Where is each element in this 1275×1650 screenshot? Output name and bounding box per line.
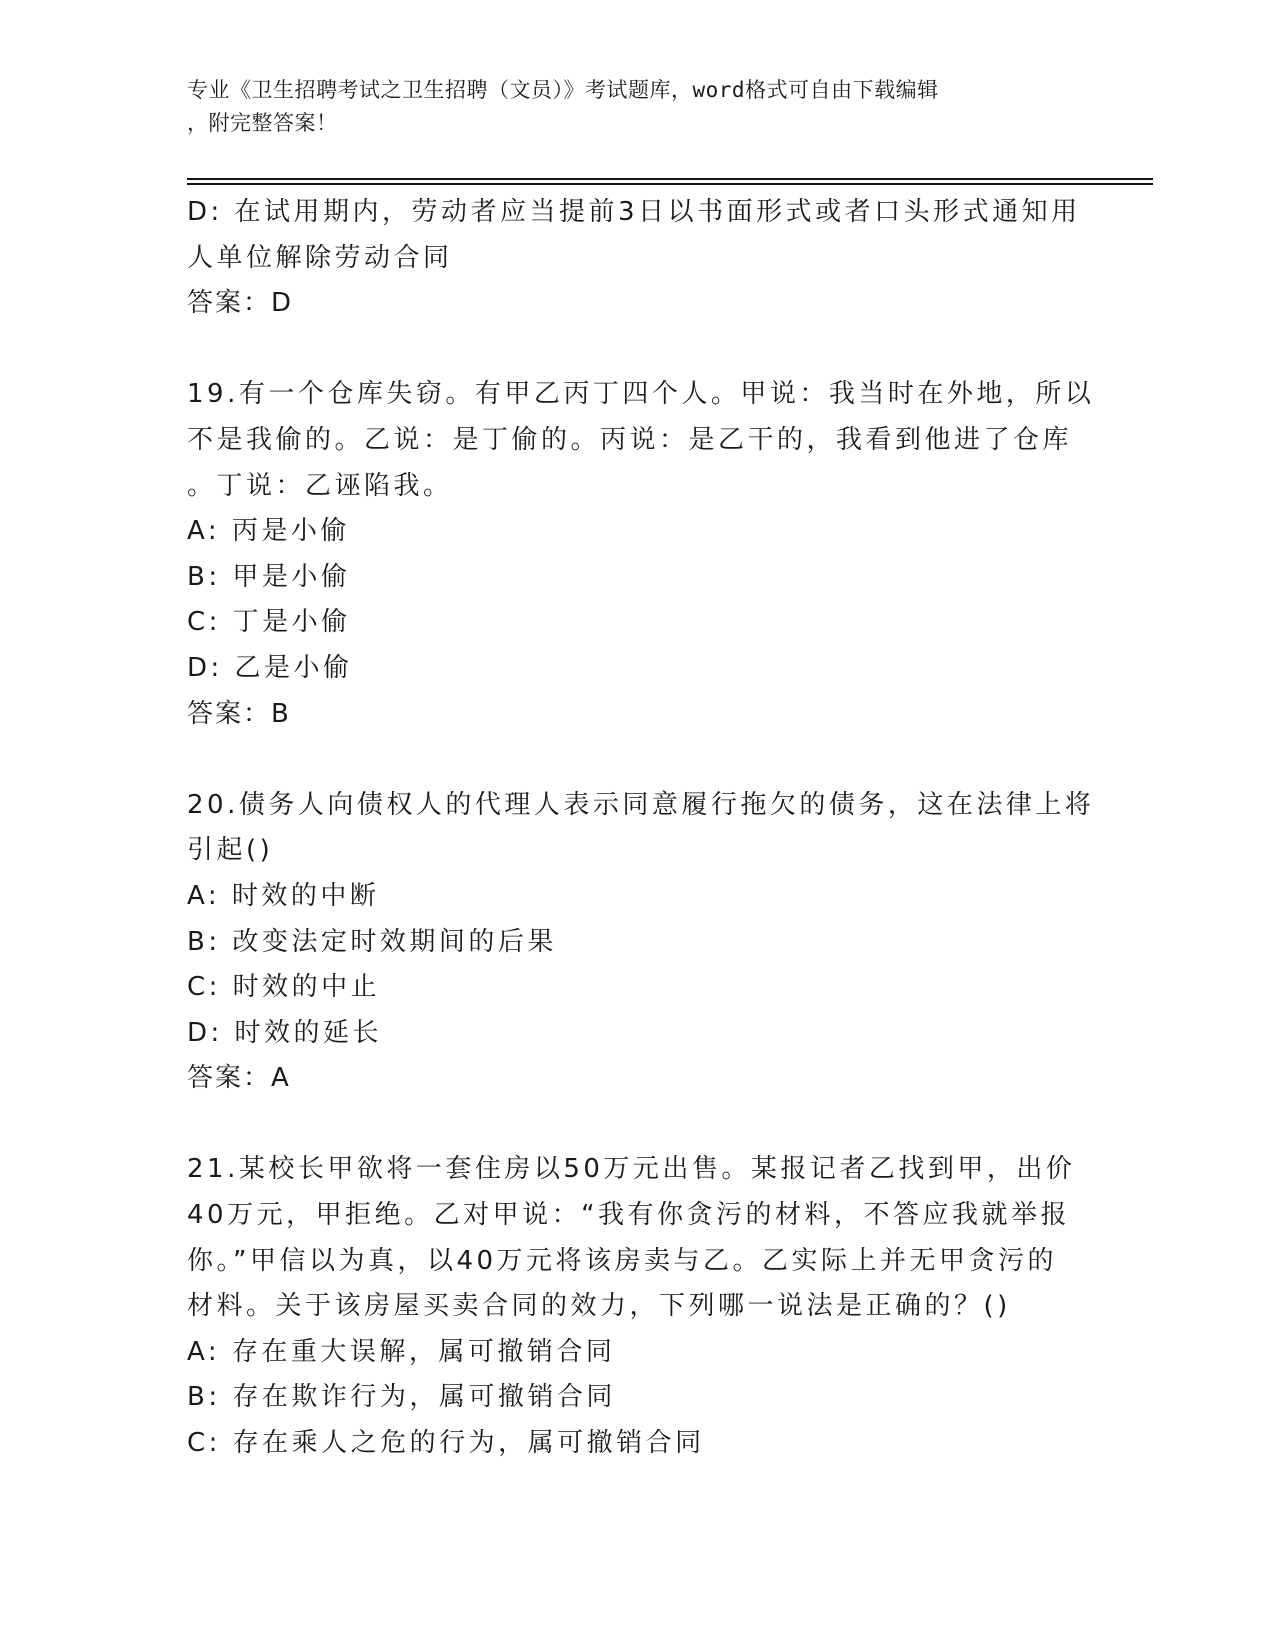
document-header (187, 74, 1067, 140)
question-list (187, 190, 1095, 1467)
q20-answer: 答案：A (187, 1063, 291, 1094)
q21-option-b: B: 存在欺诈行为，属可撤销合同 (187, 1382, 616, 1413)
q19-option-d: D: 乙是小偷 (187, 652, 353, 683)
q19-stem-line-2: 不是我偷的。乙说：是丁偷的。丙说：是乙干的，我看到他进了仓库 (187, 424, 1073, 455)
prev-answer: 答案：D (187, 288, 294, 319)
q20-option-b: B: 改变法定时效期间的后果 (187, 926, 557, 957)
q19-option-b: B: 甲是小偷 (187, 561, 351, 592)
q21-stem-line-2: 40万元，甲拒绝。乙对甲说：“我有你贪污的材料，不答应我就举报 (187, 1200, 1071, 1231)
q20-stem-line-1: 20.债务人向债权人的代理人表示同意履行拖欠的债务，这在法律上将 (187, 789, 1095, 820)
q21-option-c: C: 存在乘人之危的行为，属可撤销合同 (187, 1428, 705, 1459)
spacer (187, 327, 1067, 373)
q20-option-c: C: 时效的中止 (187, 972, 381, 1003)
header-rule-top (187, 178, 1153, 180)
q19-stem-line-3: 。丁说：乙诬陷我。 (187, 470, 453, 501)
header-line-2: ，附完整答案！ (187, 111, 338, 135)
spacer (187, 737, 1067, 783)
q21-option-a: A: 存在重大误解，属可撤销合同 (187, 1336, 616, 1367)
q21-stem-line-4: 材料。关于该房屋买卖合同的效力，下列哪一说法是正确的？() (187, 1291, 1011, 1322)
q19-option-c: C: 丁是小偷 (187, 607, 351, 638)
q19-answer: 答案：B (187, 698, 291, 729)
header-rule-bottom (187, 183, 1153, 185)
q21-stem-line-3: 你。”甲信以为真，以40万元将该房卖与乙。乙实际上并无甲贪污的 (187, 1245, 1058, 1276)
q21-stem-line-1: 21.某校长甲欲将一套住房以50万元出售。某报记者乙找到甲，出价 (187, 1154, 1076, 1185)
q19-stem-line-1: 19.有一个仓库失窃。有甲乙丙丁四个人。甲说：我当时在外地，所以 (187, 379, 1095, 410)
spacer (187, 1102, 1067, 1148)
prev-option-d-line-2: 人单位解除劳动合同 (187, 242, 453, 273)
header-line-1: 专业《卫生招聘考试之卫生招聘（文员）》考试题库，word格式可自由下载编辑 (187, 78, 939, 102)
q20-stem-line-2: 引起() (187, 835, 274, 866)
q20-option-a: A: 时效的中断 (187, 880, 380, 911)
prev-option-d-line-1: D: 在试用期内，劳动者应当提前3日以书面形式或者口头形式通知用 (187, 197, 1081, 227)
q20-option-d: D: 时效的延长 (187, 1017, 383, 1048)
q19-option-a: A: 丙是小偷 (187, 516, 350, 547)
